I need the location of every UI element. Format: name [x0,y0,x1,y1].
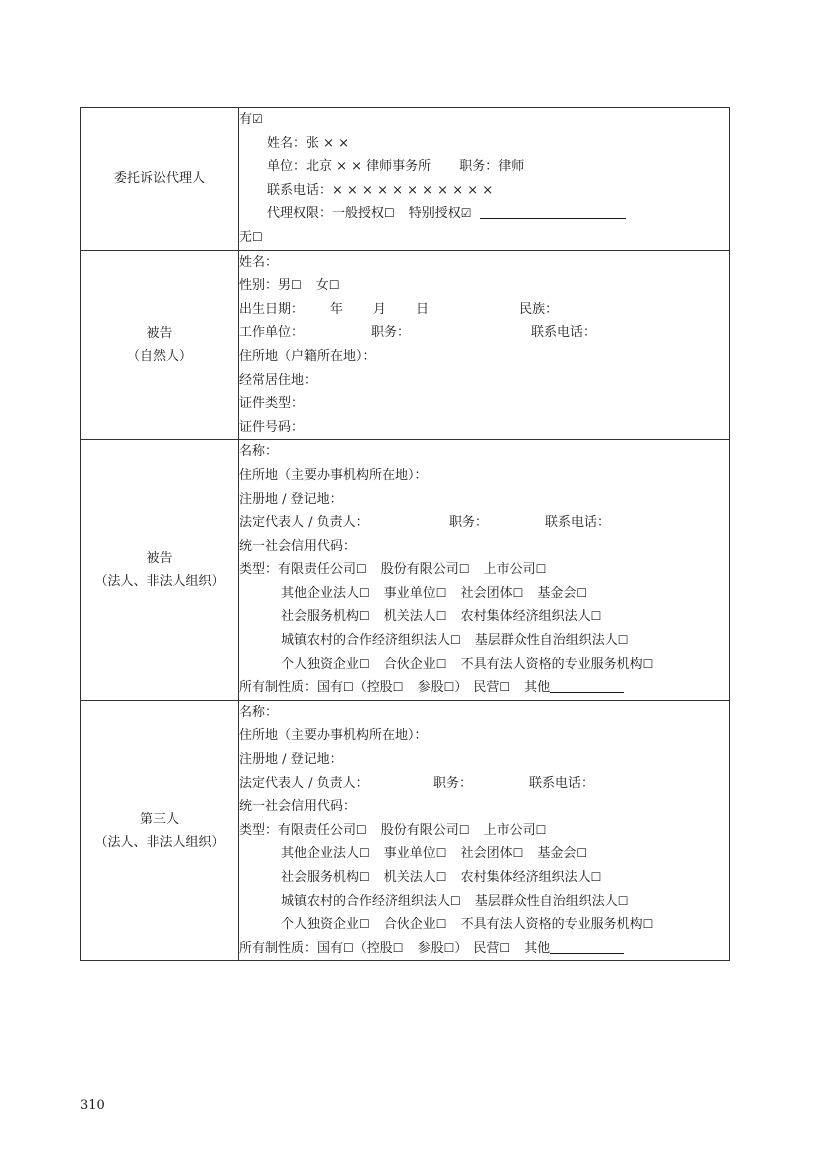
do-rep-line [239,511,729,535]
tp-rep: 法定代表人 / 负责人： [239,775,369,791]
defendant-person-label [81,250,239,440]
agent-scope-line [239,202,729,226]
tp-type-item: 社会服务机构 [281,870,360,885]
tp-name: 名称： [239,704,279,720]
tp-type-checkbox[interactable]: ☐ [590,870,602,884]
tp-domicile: 住所地（主要办事机构所在地）： [239,728,428,744]
do-position: 职务： [449,515,489,531]
dp-work-unit: 工作单位： [239,325,305,341]
agent-row [81,108,730,251]
tp-state-checkbox[interactable]: ☐ [343,940,354,955]
tp-type-checkbox[interactable]: ☐ [435,870,447,884]
agent-unit-line [239,155,729,179]
tp-type-item: 合伙企业 [383,917,436,933]
tp-registered: 注册地 / 登记地： [239,752,343,768]
third-party-label-title: 第三人 [139,811,179,827]
do-holding: （控股 [353,680,393,696]
do-type-checkbox[interactable]: ☐ [535,562,547,577]
agent-has-text: 有 [239,112,253,127]
third-party-row [81,700,730,961]
defendant-person-label-title: 被告 [146,325,173,341]
tp-type-row4 [239,890,729,914]
agent-scope-general-checkbox[interactable]: ☐ [384,206,395,221]
do-share: 参股 [417,680,444,696]
do-type-checkbox[interactable]: ☐ [359,609,370,624]
form-table [80,107,730,961]
do-type-row4 [239,629,729,653]
agent-phone: 联系电话：× × × × × × × × × × × [267,182,494,198]
defendant-org-label-title: 被告 [146,551,173,567]
tp-type-checkbox[interactable]: ☐ [359,917,370,932]
defendant-org-label [81,440,239,701]
third-party-content [239,700,730,961]
tp-type-checkbox[interactable]: ☐ [642,917,654,932]
dp-female: 女 [315,278,329,294]
agent-label: 委托诉讼代理人 [81,108,239,251]
tp-type-checkbox[interactable]: ☐ [435,917,447,932]
tp-rep-line [239,772,729,796]
tp-ownership-label: 所有制性质：国有 [239,940,344,956]
do-other-blank[interactable] [550,678,624,693]
do-holding-checkbox[interactable]: ☐ [392,680,404,695]
tp-type-label: 类型： [239,822,279,838]
tp-type-checkbox[interactable]: ☐ [617,893,629,908]
do-type-item: 不具有法人资格的专业服务机构 [460,656,643,672]
defendant-org-row [81,440,730,701]
dp-position: 职务： [371,325,411,341]
tp-type-checkbox[interactable]: ☐ [535,822,547,837]
tp-holding: （控股 [353,940,393,956]
tp-other-blank[interactable] [550,939,624,954]
tp-type-item: 不具有法人资格的专业服务机构 [460,917,643,933]
dp-male-checkbox[interactable]: ☐ [291,278,302,293]
do-private-checkbox[interactable]: ☐ [499,680,511,695]
do-share-close: ） [454,680,468,696]
do-type-row2 [239,582,729,606]
do-type-checkbox[interactable]: ☐ [512,585,524,600]
do-state-checkbox[interactable]: ☐ [343,680,354,695]
tp-holding-checkbox[interactable]: ☐ [392,940,404,955]
agent-none-line [239,226,729,250]
dp-id-number: 证件号码： [239,419,305,435]
do-type-checkbox[interactable]: ☐ [435,609,447,624]
tp-type-checkbox[interactable]: ☐ [458,822,470,837]
tp-share: 参股 [417,940,444,956]
dp-month: 月 [373,301,387,317]
do-ownership-line [239,676,729,700]
do-rep: 法定代表人 / 负责人： [239,515,369,531]
agent-name: 姓名：张 × × [267,135,350,151]
agent-unit: 单位：北京 × × 律师事务所 [267,159,432,175]
dp-domicile: 住所地（户籍所在地）： [239,348,376,364]
do-ownership-label: 所有制性质：国有 [239,680,344,696]
tp-private-checkbox[interactable]: ☐ [499,940,511,955]
tp-type-item: 机关法人 [383,870,436,885]
do-type-item: 社会服务机构 [281,609,360,625]
tp-type-item: 股份有限公司 [380,822,459,838]
tp-type-row1 [239,819,729,843]
do-type-row1 [239,558,729,582]
do-type-checkbox[interactable]: ☐ [642,656,654,671]
do-type-label: 类型： [239,562,279,578]
tp-type-item: 城镇农村的合作经济组织法人 [281,893,451,909]
do-type-item: 基层群众性自治组织法人 [474,633,618,649]
tp-other: 其他 [524,940,551,956]
defendant-person-row [81,250,730,440]
do-other: 其他 [524,680,551,696]
do-type-item: 机关法人 [383,609,436,625]
do-type-row3 [239,605,729,629]
do-type-item: 合伙企业 [383,656,436,672]
tp-credit-code: 统一社会信用代码： [239,799,357,815]
do-credit-code: 统一社会信用代码： [239,538,357,554]
dp-birth-line [239,298,729,322]
tp-share-close: ） [454,940,468,956]
tp-type-row2 [239,842,729,866]
dp-year: 年 [330,301,344,317]
do-phone: 联系电话： [545,515,611,531]
agent-scope-special-checkbox[interactable]: ☑ [460,206,472,221]
dp-id-type: 证件类型： [239,396,305,412]
do-type-checkbox[interactable]: ☐ [576,585,588,600]
agent-scope-blank[interactable] [480,204,626,219]
agent-scope-label: 代理权限：一般授权 [267,206,385,222]
do-type-row5 [239,653,729,677]
dp-day: 日 [416,301,430,317]
do-type-item: 事业单位 [383,585,436,601]
tp-type-checkbox[interactable]: ☐ [450,893,461,908]
third-party-label [81,700,239,961]
do-type-item: 其他企业法人 [281,585,360,601]
agent-content [239,108,730,251]
agent-none-text: 无 [239,229,253,245]
page-number: 310 [80,1098,105,1113]
tp-ownership-line [239,937,729,961]
defendant-org-content [239,440,730,701]
agent-has-line [239,108,729,132]
do-type-checkbox[interactable]: ☐ [359,585,370,600]
defendant-person-label-sub: （自然人） [126,348,192,364]
do-name: 名称： [239,444,279,460]
tp-type-checkbox[interactable]: ☐ [359,870,370,884]
tp-private: 民营 [473,940,500,956]
tp-type-checkbox[interactable]: ☐ [356,822,367,837]
dp-name: 姓名： [239,254,279,270]
tp-type-checkbox[interactable]: ☐ [359,846,370,861]
tp-type-item: 基金会 [537,846,577,862]
do-type-item: 股份有限公司 [380,562,459,578]
defendant-org-label-sub: （法人、非法人组织） [94,574,225,590]
do-private: 民营 [473,680,500,696]
agent-has-checkbox[interactable]: ☑ [252,112,263,126]
agent-scope-special-label: 特别授权 [408,206,461,222]
dp-ethnicity: 民族： [519,301,559,317]
tp-type-item: 其他企业法人 [281,846,360,862]
dp-phone: 联系电话： [531,325,597,341]
do-type-item: 有限责任公司 [278,562,357,578]
do-type-checkbox[interactable]: ☐ [590,609,602,624]
dp-residence: 经常居住地： [239,372,318,388]
tp-type-item: 事业单位 [383,846,436,862]
tp-type-item: 社会团体 [460,846,513,862]
tp-type-item: 基层群众性自治组织法人 [474,893,618,909]
do-type-checkbox[interactable]: ☐ [458,562,470,577]
third-party-label-sub: （法人、非法人组织） [94,834,225,850]
agent-none-checkbox[interactable]: ☐ [252,229,263,244]
dp-female-checkbox[interactable]: ☐ [328,278,340,293]
do-registered: 注册地 / 登记地： [239,491,343,507]
tp-type-item: 上市公司 [483,822,536,838]
do-type-item: 社会团体 [460,585,513,601]
do-type-item: 上市公司 [483,562,536,578]
tp-share-checkbox[interactable]: ☐ [443,940,455,955]
tp-type-item: 农村集体经济组织法人 [460,870,591,885]
tp-type-row3 [239,866,729,890]
tp-type-checkbox[interactable]: ☐ [576,846,588,861]
tp-type-item: 有限责任公司 [278,822,357,838]
dp-birth-label: 出生日期： [239,301,305,317]
agent-position: 职务：律师 [459,159,525,175]
defendant-person-content [239,250,730,440]
do-type-checkbox[interactable]: ☐ [617,633,629,648]
do-type-item: 个人独资企业 [281,656,360,672]
do-type-item: 基金会 [537,585,577,601]
do-type-checkbox[interactable]: ☐ [356,562,367,577]
tp-type-checkbox[interactable]: ☐ [512,846,524,861]
do-type-checkbox[interactable]: ☐ [435,585,447,600]
do-type-checkbox[interactable]: ☐ [359,656,370,671]
do-type-item: 农村集体经济组织法人 [460,609,591,625]
tp-position: 职务： [433,775,473,791]
tp-phone: 联系电话： [529,775,595,791]
tp-type-item: 个人独资企业 [281,917,360,933]
dp-male: 男 [278,278,292,294]
dp-gender-line [239,274,729,298]
tp-type-row5 [239,913,729,937]
do-type-item: 城镇农村的合作经济组织法人 [281,633,451,649]
tp-type-checkbox[interactable]: ☐ [435,846,447,861]
do-type-checkbox[interactable]: ☐ [435,656,447,671]
dp-work-line [239,321,729,345]
do-domicile: 住所地（主要办事机构所在地）： [239,467,428,483]
do-type-checkbox[interactable]: ☐ [450,633,461,648]
dp-gender-label: 性别： [239,278,279,294]
do-share-checkbox[interactable]: ☐ [443,680,455,695]
